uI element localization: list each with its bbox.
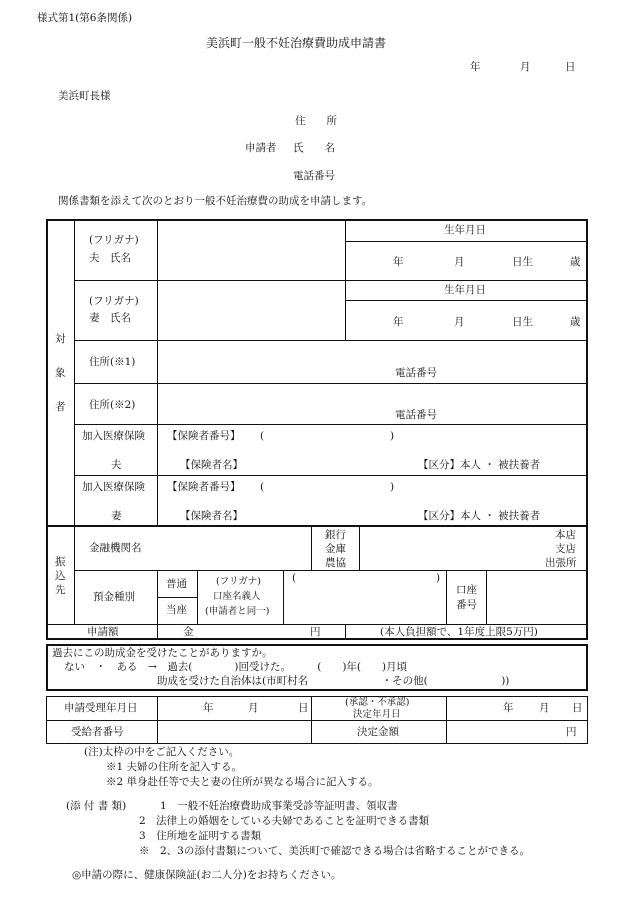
date-month-label: 月 (520, 61, 531, 73)
form-number: 様式第1(第6条関係) (37, 12, 133, 24)
received-year: 年 (203, 702, 214, 714)
decision-label-2: 決定年月日 (353, 709, 401, 720)
husband-insurer-no-close: ) (390, 430, 395, 442)
husband-insurance-label: 加入医療保険 (82, 430, 145, 442)
account-label-2: 番号 (456, 599, 477, 611)
bank-type-kinko: 金庫 (325, 543, 346, 555)
amount-label: 申請額 (87, 626, 119, 638)
past-answer: ない ・ ある → 過去( )回受けた。 ( )年( )月頃 (64, 661, 408, 673)
holder-note: (申請者と同一) (205, 606, 270, 617)
date-day-label: 日 (565, 61, 576, 73)
divider (157, 625, 158, 639)
divider (359, 526, 360, 570)
note-head: (注)太枠の中をご記入ください。 (84, 746, 240, 758)
deposit-toza: 当座 (166, 604, 187, 616)
transfer-side-2: 込 (55, 570, 66, 582)
branch-type-shutchojo: 出張所 (545, 557, 577, 569)
wife-insurance-label: 加入医療保険 (82, 481, 145, 493)
divider (47, 720, 587, 721)
applicant-name-label: 氏 名 (293, 142, 335, 154)
husband-furigana-label: (フリガナ) (89, 234, 139, 246)
divider (446, 570, 447, 624)
transfer-side-3: 先 (55, 584, 66, 596)
husband-age: 歳 (570, 256, 581, 268)
holder-paren-open: ( (292, 572, 297, 584)
page-title: 美浜町一般不妊治療費助成申請書 (206, 36, 387, 50)
divider (311, 526, 312, 570)
divider (157, 697, 158, 743)
divider (486, 570, 487, 624)
husband-insurer-name-label: 【保険者名】 (180, 459, 243, 471)
husband-birth-day: 日生 (512, 256, 533, 268)
intro-text: 関係書類を添えて次のとおり一般不妊治療費の助成を申請します。 (58, 195, 373, 207)
wife-furigana-label: (フリガナ) (89, 295, 139, 307)
divider (75, 570, 587, 571)
divider (157, 220, 158, 525)
deposit-type-label: 預金種別 (93, 591, 135, 603)
holder-furigana-label: (フリガナ) (216, 576, 261, 587)
divider (47, 525, 587, 527)
addressee: 美浜町長様 (58, 90, 111, 102)
attach-4: ※ 2、3の添付書類について、美浜町で確認できる場合は省略することができる。 (139, 845, 530, 857)
wife-category: 【区分】本人 ・ 被扶養者 (418, 510, 541, 522)
address2-phone-label: 電話番号 (395, 409, 437, 421)
divider (197, 570, 198, 624)
received-day: 日 (298, 702, 309, 714)
wife-birth-day: 日生 (512, 316, 533, 328)
divider (75, 475, 587, 476)
recipient-no-label: 受給者番号 (71, 726, 124, 738)
attach-3: 3 住所地を証明する書類 (139, 830, 262, 842)
wife-insurer-no-close: ) (390, 481, 395, 493)
divider (74, 220, 75, 525)
husband-name-label: 夫 氏名 (89, 252, 131, 264)
wife-name-label: 妻 氏名 (89, 312, 131, 324)
deposit-futsu: 普通 (166, 578, 187, 590)
divider (75, 280, 587, 281)
past-question: 過去にこの助成金を受けたことがありますか。 (52, 647, 273, 659)
holder-paren-close: ) (436, 572, 441, 584)
divider (158, 597, 197, 598)
address2-label: 住所(※2) (89, 399, 136, 411)
applicant-role-label: 申請者 (245, 142, 277, 154)
past-municipality: 助成を受けた自治体は(市町村名 ・その他( )) (157, 675, 510, 687)
husband-insurer-no-label: 【保険者番号】 (167, 430, 241, 442)
note-1: ※1 夫婦の住所を記入する。 (106, 761, 243, 773)
husband-birth-year: 年 (393, 256, 404, 268)
note-2: ※2 単身赴任等で夫と妻の住所が異なる場合に記入する。 (106, 776, 379, 788)
decision-label-1: (承認・不承認) (345, 697, 410, 708)
divider (47, 624, 587, 625)
applicant-address-label: 住 所 (295, 115, 337, 127)
address1-label: 住所(※1) (89, 356, 136, 368)
husband-category: 【区分】本人 ・ 被扶養者 (418, 459, 541, 471)
wife-birth-year: 年 (393, 316, 404, 328)
decision-day: 日 (572, 702, 583, 714)
divider (283, 570, 284, 624)
divider (311, 697, 312, 743)
divider (446, 697, 447, 743)
side-label-3: 者 (55, 401, 66, 413)
received-date-label: 申請受理年月日 (64, 702, 138, 714)
wife-insurer-no-label: 【保険者番号】 (167, 481, 241, 493)
attach-label: (添 付 書 類) (66, 800, 127, 812)
transfer-side-1: 振 (55, 556, 66, 568)
wife-insurance-who: 妻 (111, 510, 122, 522)
attach-2: 2 法律上の婚姻をしている夫婦であることを証明できる書類 (139, 815, 430, 827)
attach-1: 1 一般不妊治療費助成事業受診等証明書、領収書 (160, 800, 398, 812)
divider (346, 241, 587, 242)
account-label-1: 口座 (456, 584, 477, 596)
received-month: 月 (248, 702, 259, 714)
divider (75, 383, 587, 384)
amount-kin: 金 (183, 626, 194, 638)
decision-amount-yen: 円 (566, 726, 577, 738)
amount-yen: 円 (310, 626, 321, 638)
bank-type-bank: 銀行 (325, 529, 346, 541)
wife-birth-month: 月 (454, 316, 465, 328)
amount-note: (本人負担額で、1年度上限5万円) (380, 626, 538, 638)
bank-type-nokyo: 農協 (325, 557, 346, 569)
husband-insurer-no-open: ( (260, 430, 265, 442)
decision-amount-label: 決定金額 (357, 726, 399, 738)
divider (74, 526, 75, 624)
husband-birth-label: 生年月日 (444, 224, 486, 236)
divider (75, 340, 587, 341)
divider (346, 300, 587, 301)
holder-label: 口座名義人 (213, 591, 261, 602)
divider (75, 424, 587, 425)
wife-insurer-name-label: 【保険者名】 (180, 510, 243, 522)
divider (345, 625, 346, 639)
wife-insurer-no-open: ( (260, 481, 265, 493)
address1-phone-label: 電話番号 (395, 367, 437, 379)
husband-insurance-who: 夫 (111, 459, 122, 471)
footer-note: ◎申請の際に、健康保険証(お二人分)をお持ちください。 (72, 869, 342, 881)
wife-age: 歳 (570, 316, 581, 328)
decision-year: 年 (503, 702, 514, 714)
branch-type-shiten: 支店 (555, 543, 576, 555)
decision-month: 月 (539, 702, 550, 714)
applicant-phone-label: 電話番号 (293, 170, 335, 182)
wife-birth-label: 生年月日 (444, 284, 486, 296)
date-year-label: 年 (470, 61, 481, 73)
branch-type-honten: 本店 (555, 529, 576, 541)
side-label-1: 対 (55, 333, 66, 345)
institution-label: 金融機関名 (89, 542, 142, 554)
husband-birth-month: 月 (454, 256, 465, 268)
side-label-2: 象 (55, 367, 66, 379)
